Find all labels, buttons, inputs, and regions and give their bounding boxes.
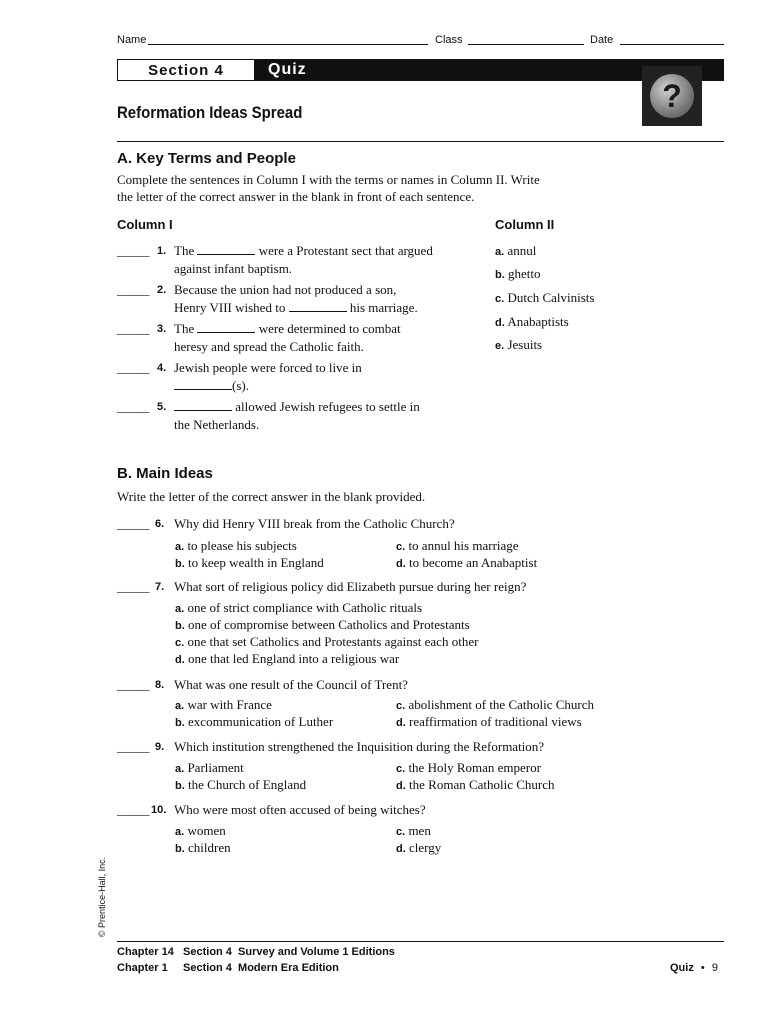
question-text: The were determined to combat heresy and spread the Catholic faith.: [174, 321, 401, 354]
answer-blank[interactable]: _____: [117, 802, 150, 817]
footer-page: [670, 962, 718, 974]
footer-edition-1: Chapter 14 Section 4 Survey and Volume 1 Editions: [117, 946, 395, 958]
question-10: [117, 801, 426, 819]
quiz-label: Quiz: [268, 61, 307, 78]
question-6: [117, 515, 455, 533]
part-b-heading: B. Main Ideas: [117, 465, 213, 482]
question-number: 9.: [155, 741, 165, 753]
question-text: allowed Jewish refugees to settle in the Netherlands.: [174, 399, 420, 432]
footer-page-label: Quiz: [670, 962, 694, 974]
option-b: b. the Church of England: [175, 777, 307, 792]
option-b: b. one of compromise between Catholics and Protestants: [175, 617, 470, 632]
answer-blank[interactable]: _____: [117, 739, 150, 754]
question-text: The were a Protestant sect that argued against infant baptism.: [174, 243, 433, 276]
question-9: [117, 738, 544, 756]
question-8: [117, 676, 408, 694]
answer-blank[interactable]: _____: [117, 360, 150, 375]
class-label: Class: [435, 34, 463, 46]
answer-blank[interactable]: _____: [117, 399, 150, 414]
option-c: c. to annul his marriage: [396, 538, 519, 553]
column-2-option-e: e. Jesuits: [495, 337, 543, 352]
footer-edition-2: Chapter 1 Section 4 Modern Era Edition: [117, 962, 339, 974]
option-d: d. the Roman Catholic Church: [396, 777, 555, 792]
answer-blank[interactable]: _____: [117, 321, 150, 336]
question-number: 3.: [157, 323, 167, 335]
question-number: 4.: [157, 362, 167, 374]
title-divider: [117, 141, 724, 142]
question-number: 6.: [155, 518, 165, 530]
option-d: d. clergy: [396, 840, 442, 855]
column-2-option-a: a. annul: [495, 243, 537, 258]
option-d: d. one that led England into a religious war: [175, 651, 400, 666]
part-a-instructions-1: Complete the sentences in Column I with the terms or names in Column II. Write: [117, 172, 540, 187]
question-number: 1.: [157, 245, 167, 257]
answer-blank[interactable]: _____: [117, 243, 150, 258]
copyright-notice: © Prentice-Hall, Inc.: [97, 856, 108, 938]
question-number: 2.: [157, 284, 167, 296]
part-a-instructions-2: the letter of the correct answer in the blank in front of each sentence.: [117, 189, 475, 204]
question-text: Who were most often accused of being witches?: [174, 802, 426, 817]
option-d: d. reaffirmation of traditional views: [396, 714, 582, 729]
question-text: Which institution strengthened the Inquisition during the Reformation?: [174, 739, 545, 754]
footer-bullet: •: [700, 962, 705, 974]
footer-divider: [117, 941, 724, 942]
option-c: c. abolishment of the Catholic Church: [396, 697, 595, 712]
class-field[interactable]: [468, 44, 584, 45]
option-a: a. Parliament: [175, 760, 244, 775]
part-b-instructions: Write the letter of the correct answer in the blank provided.: [117, 489, 426, 504]
question-3: [117, 320, 477, 356]
section-label-box: [118, 60, 254, 80]
column-1-heading: Column I: [117, 217, 173, 232]
column-2-option-b: b. ghetto: [495, 266, 541, 281]
question-text: What sort of religious policy did Elizabeth pursue during her reign?: [174, 579, 527, 594]
answer-blank[interactable]: _____: [117, 579, 150, 594]
question-number: 8.: [155, 679, 165, 691]
page-title: Reformation Ideas Spread: [117, 103, 303, 122]
date-field[interactable]: [620, 44, 724, 45]
question-mark-glyph: ?: [650, 74, 694, 118]
option-b: b. excommunication of Luther: [175, 714, 334, 729]
question-mark-icon: [642, 66, 702, 126]
option-a: a. war with France: [175, 697, 272, 712]
question-number: 5.: [157, 401, 167, 413]
question-text: What was one result of the Council of Trent?: [174, 677, 408, 692]
column-2-heading: Column II: [495, 217, 555, 232]
answer-blank[interactable]: _____: [117, 516, 150, 531]
option-a: a. to please his subjects: [175, 538, 297, 553]
name-label: Name: [117, 34, 147, 46]
question-7: [117, 578, 526, 596]
name-field[interactable]: [148, 44, 428, 45]
answer-blank[interactable]: _____: [117, 282, 150, 297]
option-c: c. the Holy Roman emperor: [396, 760, 541, 775]
option-a: a. women: [175, 823, 226, 838]
part-a-heading: A. Key Terms and People: [117, 150, 296, 167]
date-label: Date: [590, 34, 614, 46]
option-d: d. to become an Anabaptist: [396, 555, 538, 570]
option-a: a. one of strict compliance with Catholic rituals: [175, 600, 423, 615]
question-2: [117, 281, 477, 317]
question-4: [117, 359, 477, 395]
column-2-option-d: d. Anabaptists: [495, 314, 569, 329]
question-text: Jewish people were forced to live in (s).: [174, 360, 362, 393]
answer-blank[interactable]: _____: [117, 677, 150, 692]
option-c: c. one that set Catholics and Protestants against each other: [175, 634, 479, 649]
question-text: Because the union had not produced a son, Henry VIII wished to his marriage.: [174, 282, 418, 315]
question-1: [117, 242, 477, 278]
question-number: 10.: [151, 804, 167, 816]
question-number: 7.: [155, 581, 165, 593]
page-number: 9: [711, 962, 718, 974]
question-5: [117, 398, 477, 434]
option-b: b. to keep wealth in England: [175, 555, 324, 570]
question-text: Why did Henry VIII break from the Catholic Church?: [174, 516, 455, 531]
option-b: b. children: [175, 840, 231, 855]
section-label: Section 4: [148, 61, 224, 79]
column-2-option-c: c. Dutch Calvinists: [495, 290, 595, 305]
option-c: c. men: [396, 823, 431, 838]
